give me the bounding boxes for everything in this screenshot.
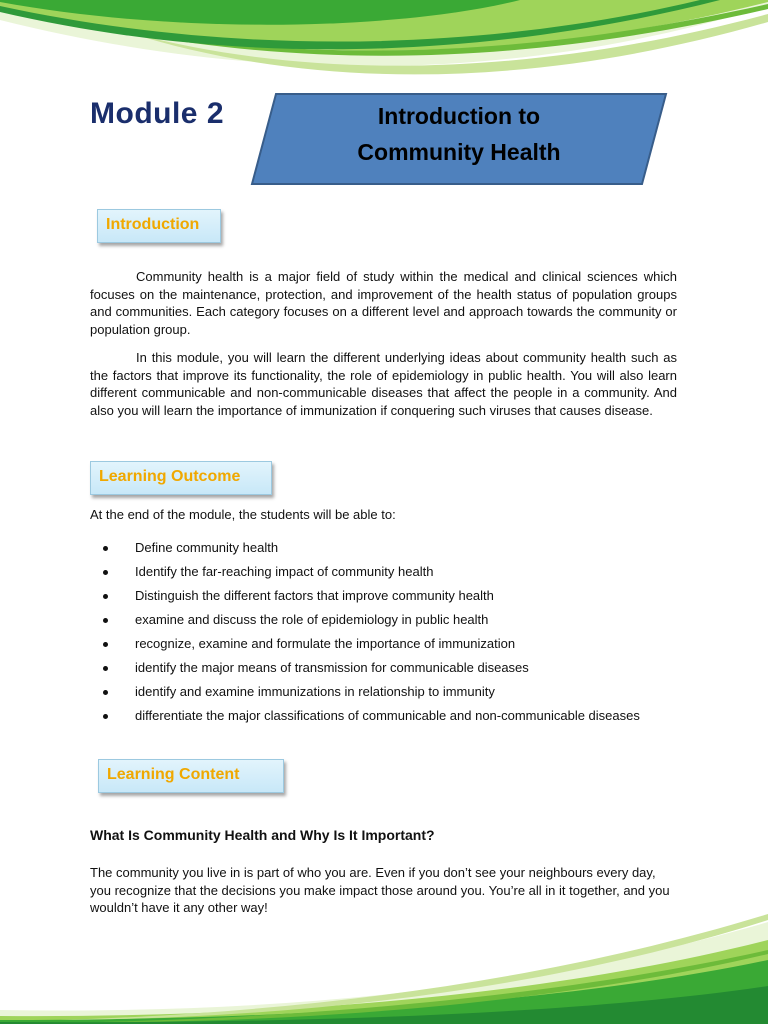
banner-line-1: Introduction to xyxy=(377,103,541,129)
bullet-icon xyxy=(103,666,108,671)
list-item xyxy=(90,706,690,730)
list-item xyxy=(90,682,690,706)
list-item xyxy=(90,610,690,634)
top-wave-decoration xyxy=(0,0,768,100)
introduction-label: Introduction xyxy=(97,209,221,243)
content-heading: What Is Community Health and Why Is It Important? xyxy=(90,827,435,843)
list-item xyxy=(90,586,690,610)
bullet-icon xyxy=(103,546,108,551)
title-banner xyxy=(250,92,668,186)
list-item xyxy=(90,562,690,586)
bullet-icon xyxy=(103,642,108,647)
learning-content-label: Learning Content xyxy=(98,759,284,793)
banner-title xyxy=(250,98,668,170)
list-item-text: identify and examine immunizations in relationship to immunity xyxy=(135,684,495,699)
bullet-icon xyxy=(103,714,108,719)
banner-line-2: Community Health xyxy=(357,139,561,165)
bullet-icon xyxy=(103,570,108,575)
list-item-text: Identify the far-reaching impact of community health xyxy=(135,564,434,579)
bottom-wave-decoration xyxy=(0,894,768,1024)
outcome-list xyxy=(90,538,690,730)
outcome-intro: At the end of the module, the students will be able to: xyxy=(90,507,396,522)
intro-paragraph-2: In this module, you will learn the different underlying ideas about community health such as the factors that improve its functionality, the role of epidemiology in public health. You will also learn different communicable and non-communicable diseases that affect the people in a community. And also you will learn the importance of immunization if conquering such viruses that causes disease. xyxy=(90,350,677,418)
list-item xyxy=(90,658,690,682)
intro-paragraph-1: Community health is a major field of study within the medical and clinical sciences which focuses on the maintenance, protection, and improvement of the health status of population groups and communities. Each category focuses on a different level and approach towards the community or population group. xyxy=(90,269,677,337)
list-item xyxy=(90,538,690,562)
list-item-text: differentiate the major classifications of communicable and non-communicable diseases xyxy=(135,708,640,723)
list-item-text: examine and discuss the role of epidemiology in public health xyxy=(135,612,489,627)
bullet-icon xyxy=(103,594,108,599)
content-paragraph: The community you live in is part of who you are. Even if you don’t see your neighbours every day, you recognize that the decisions you make impact those around you. You’re all in it together, and you wouldn’t have it any other way! xyxy=(90,865,670,915)
list-item xyxy=(90,634,690,658)
list-item-text: identify the major means of transmission for communicable diseases xyxy=(135,660,529,675)
learning-outcome-label: Learning Outcome xyxy=(90,461,272,495)
bullet-icon xyxy=(103,690,108,695)
bullet-icon xyxy=(103,618,108,623)
list-item-text: recognize, examine and formulate the importance of immunization xyxy=(135,636,516,651)
module-title: Module 2 xyxy=(90,97,225,130)
list-item-text: Define community health xyxy=(135,540,279,555)
list-item-text: Distinguish the different factors that improve community health xyxy=(135,588,494,603)
